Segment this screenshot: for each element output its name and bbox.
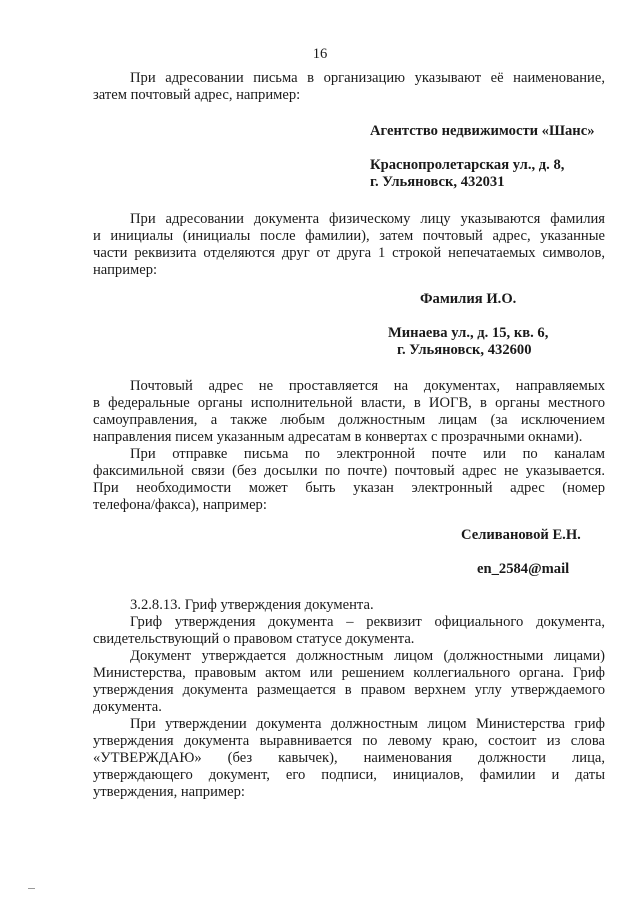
recipient-name: Фамилия И.О. xyxy=(420,291,517,307)
paragraph-line: и инициалы (инициалы после фамилии), затем почтовый адрес, указанные xyxy=(93,228,605,244)
recipient-organization: Агентство недвижимости «Шанс» xyxy=(370,123,595,139)
paragraph-line: утверждающего документ, его подписи, инициалов, фамилии и даты xyxy=(93,767,605,783)
paragraph-line: в федеральные органы исполнительной власти, в ИОГВ, в органы местного xyxy=(93,395,605,411)
paragraph-line: Министерства, правовым актом или решением коллегиального органа. Гриф xyxy=(93,665,605,681)
paragraph-line: затем почтовый адрес, например: xyxy=(93,87,301,103)
section-heading: 3.2.8.13. Гриф утверждения документа. xyxy=(130,597,374,613)
paragraph-line: направления писем указанным адресатам в конвертах с прозрачными окнами). xyxy=(93,429,583,445)
paragraph-line: «УТВЕРЖДАЮ» (без кавычек), наименования должности лица, xyxy=(93,750,605,766)
paragraph-line: утверждения документа размещается в правом верхнем углу утверждаемого xyxy=(93,682,605,698)
paragraph-line: При адресовании документа физическому лицу указываются фамилия xyxy=(130,211,605,227)
paragraph-line: самоуправления, а также любым должностным лицам (за исключением xyxy=(93,412,605,428)
paragraph-line: утверждения документа выравнивается по левому краю, состоит из слова xyxy=(93,733,605,749)
paragraph-line: части реквизита отделяются друг от друга 1 строкой непечатаемых символов, xyxy=(93,245,605,261)
recipient-city: г. Ульяновск, 432600 xyxy=(397,342,532,358)
paragraph-line: факсимильной связи (без досылки по почте) почтовый адрес не указывается. xyxy=(93,463,605,479)
paragraph-line: утверждения, например: xyxy=(93,784,245,800)
page-number: 16 xyxy=(312,46,328,62)
paragraph-line: Документ утверждается должностным лицом (должностными лицами) xyxy=(130,648,605,664)
paragraph-line: При адресовании письма в организацию указывают её наименование, xyxy=(130,70,605,86)
scan-mark xyxy=(28,888,35,889)
recipient-street: Минаева ул., д. 15, кв. 6, xyxy=(388,325,549,341)
paragraph-line: Почтовый адрес не проставляется на документах, направляемых xyxy=(130,378,605,394)
paragraph-line: При необходимости может быть указан электронный адрес (номер xyxy=(93,480,605,496)
paragraph-line: При отправке письма по электронной почте или по каналам xyxy=(130,446,605,462)
paragraph-line: При утверждении документа должностным лицом Министерства гриф xyxy=(130,716,605,732)
recipient-street: Краснопролетарская ул., д. 8, xyxy=(370,157,565,173)
recipient-email: en_2584@mail xyxy=(477,561,570,577)
recipient-city: г. Ульяновск, 432031 xyxy=(370,174,505,190)
paragraph-line: Гриф утверждения документа – реквизит официального документа, xyxy=(130,614,605,630)
paragraph-line: телефона/факса), например: xyxy=(93,497,267,513)
paragraph-line: документа. xyxy=(93,699,162,715)
paragraph-line: например: xyxy=(93,262,158,278)
paragraph-line: свидетельствующий о правовом статусе документа. xyxy=(93,631,415,647)
recipient-name: Селивановой Е.Н. xyxy=(461,527,581,543)
